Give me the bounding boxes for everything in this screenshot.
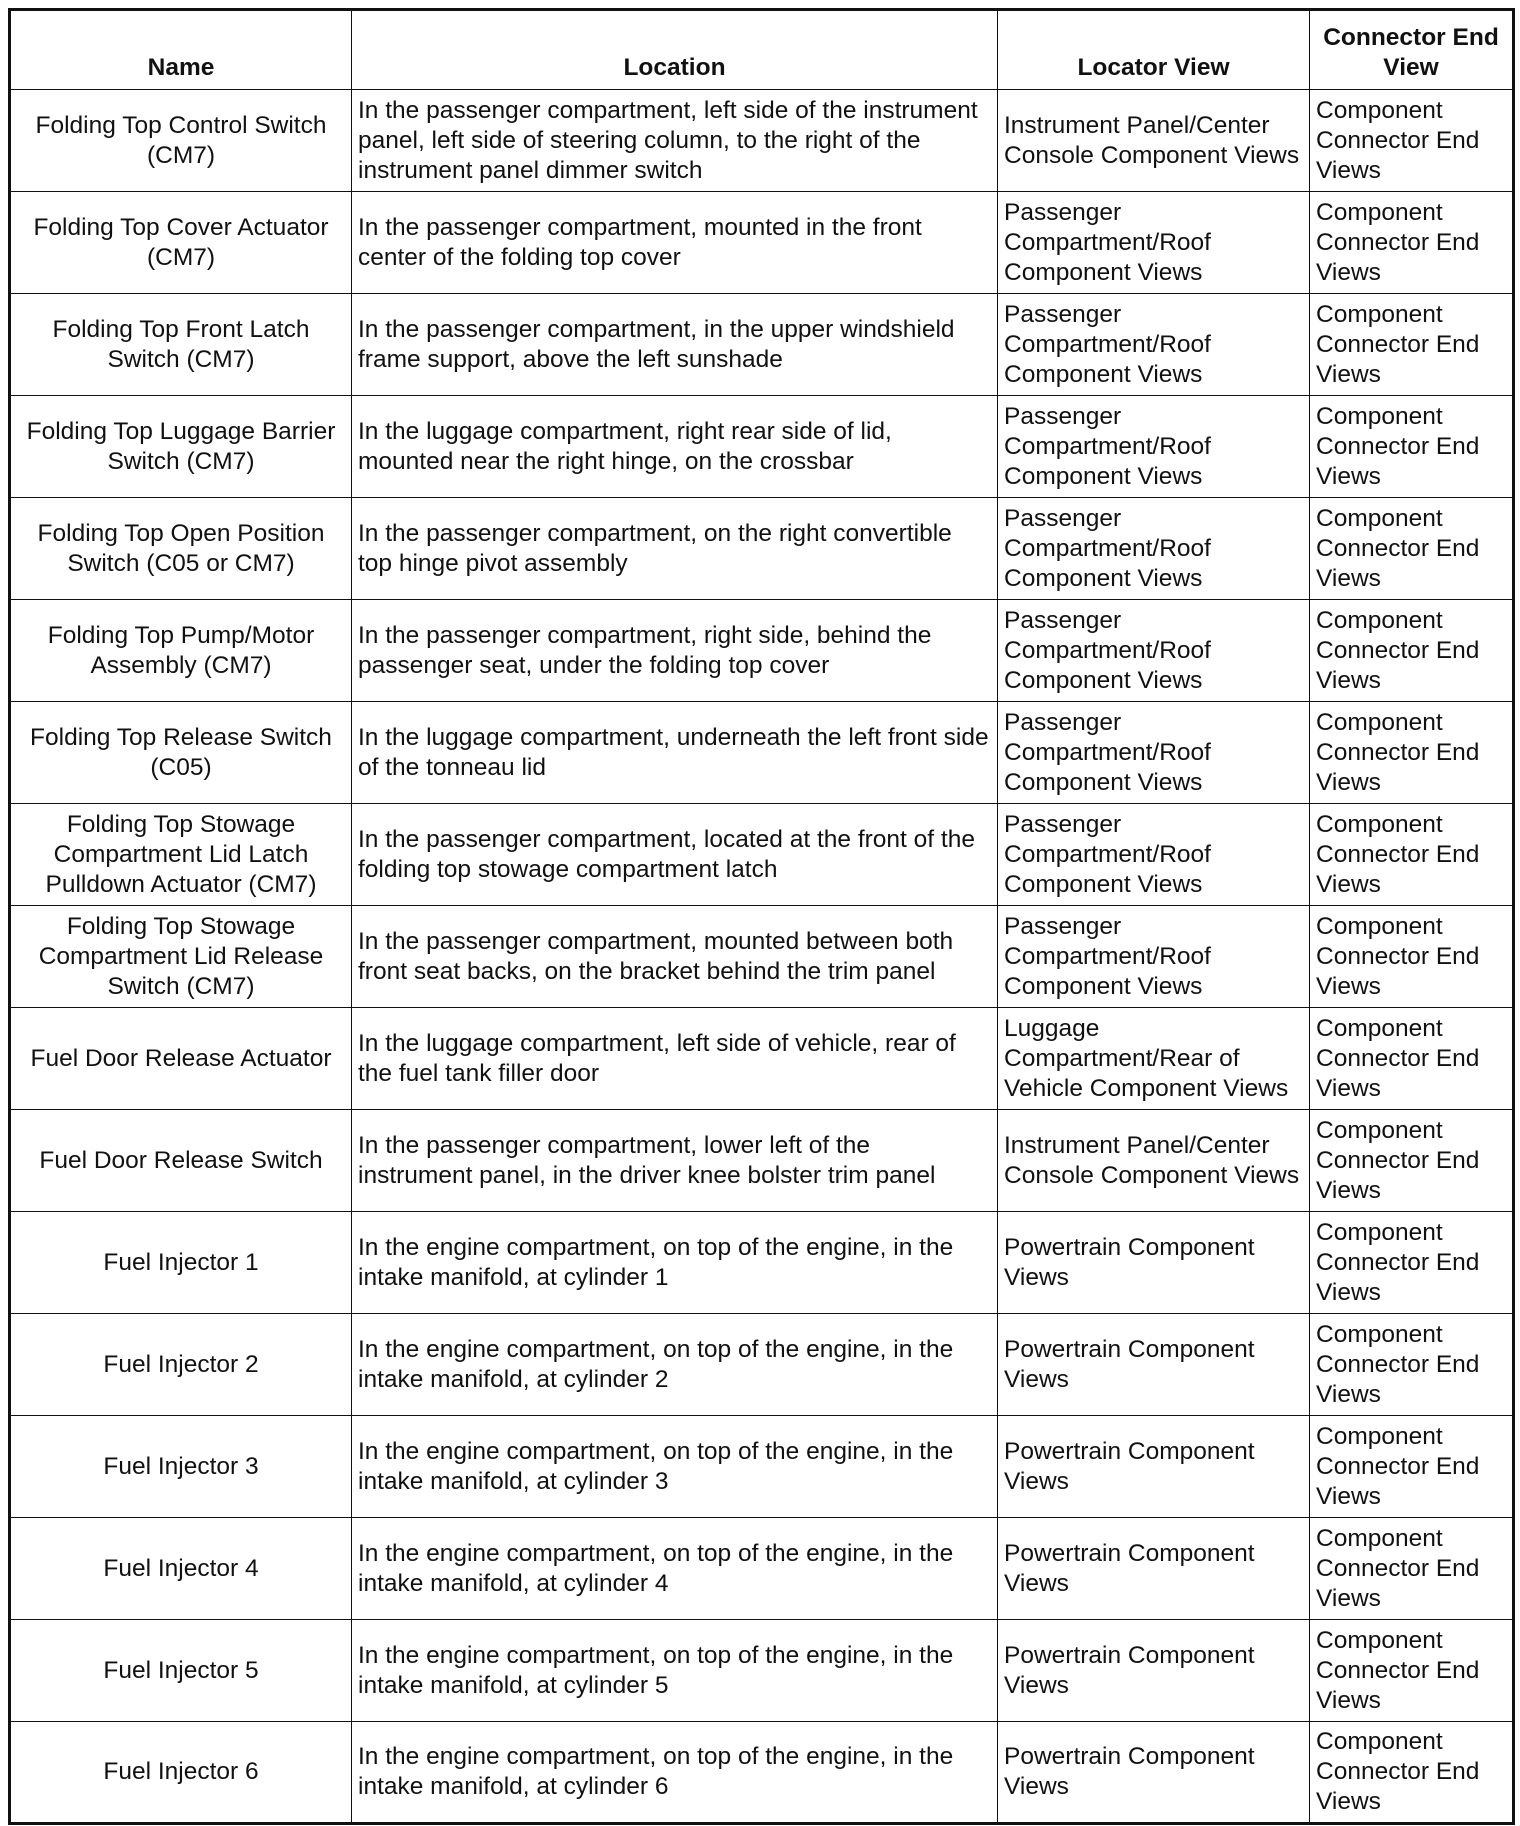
header-name: Name [10,10,352,90]
component-name: Folding Top Open Position Switch (C05 or CM7) [10,498,352,600]
component-location: In the passenger compartment, on the right convertible top hinge pivot assembly [352,498,998,600]
table-row [10,804,1514,906]
locator-view: Passenger Compartment/Roof Component Views [998,294,1310,396]
component-name: Folding Top Stowage Compartment Lid Latch Pulldown Actuator (CM7) [10,804,352,906]
locator-view: Powertrain Component Views [998,1722,1310,1824]
component-name: Folding Top Front Latch Switch (CM7) [10,294,352,396]
locator-view: Powertrain Component Views [998,1416,1310,1518]
component-name: Folding Top Release Switch (C05) [10,702,352,804]
table-row [10,396,1514,498]
connector-end-view: Component Connector End Views [1310,1008,1514,1110]
component-location: In the luggage compartment, underneath the left front side of the tonneau lid [352,702,998,804]
connector-end-view: Component Connector End Views [1310,702,1514,804]
table-header-row [10,10,1514,90]
table-row [10,906,1514,1008]
component-location: In the passenger compartment, mounted in the front center of the folding top cover [352,192,998,294]
table-row [10,498,1514,600]
connector-end-view: Component Connector End Views [1310,396,1514,498]
component-name: Folding Top Luggage Barrier Switch (CM7) [10,396,352,498]
component-location: In the passenger compartment, in the upper windshield frame support, above the left sunshade [352,294,998,396]
locator-view: Powertrain Component Views [998,1518,1310,1620]
table-row [10,1416,1514,1518]
locator-view: Powertrain Component Views [998,1620,1310,1722]
connector-end-view: Component Connector End Views [1310,192,1514,294]
component-name: Folding Top Control Switch (CM7) [10,90,352,192]
table-row [10,600,1514,702]
connector-end-view: Component Connector End Views [1310,90,1514,192]
component-location: In the engine compartment, on top of the engine, in the intake manifold, at cylinder 6 [352,1722,998,1824]
component-name: Folding Top Stowage Compartment Lid Release Switch (CM7) [10,906,352,1008]
connector-end-view: Component Connector End Views [1310,1212,1514,1314]
connector-end-view: Component Connector End Views [1310,804,1514,906]
component-name: Fuel Injector 2 [10,1314,352,1416]
table-row [10,1110,1514,1212]
component-name: Fuel Injector 5 [10,1620,352,1722]
locator-view: Passenger Compartment/Roof Component Views [998,600,1310,702]
connector-end-view: Component Connector End Views [1310,1416,1514,1518]
table-row [10,192,1514,294]
table-row [10,1314,1514,1416]
connector-end-view: Component Connector End Views [1310,906,1514,1008]
connector-end-view: Component Connector End Views [1310,1110,1514,1212]
table-row [10,1008,1514,1110]
table-row [10,294,1514,396]
locator-view: Passenger Compartment/Roof Component Views [998,906,1310,1008]
locator-view: Passenger Compartment/Roof Component Views [998,396,1310,498]
table-row [10,90,1514,192]
component-name: Fuel Injector 1 [10,1212,352,1314]
component-name: Folding Top Cover Actuator (CM7) [10,192,352,294]
locator-view: Powertrain Component Views [998,1314,1310,1416]
component-location: In the engine compartment, on top of the engine, in the intake manifold, at cylinder 3 [352,1416,998,1518]
component-name: Fuel Injector 4 [10,1518,352,1620]
locator-view: Instrument Panel/Center Console Component Views [998,90,1310,192]
component-name: Fuel Door Release Switch [10,1110,352,1212]
locator-view: Instrument Panel/Center Console Component Views [998,1110,1310,1212]
locator-view: Passenger Compartment/Roof Component Views [998,702,1310,804]
table-body [10,90,1514,1824]
connector-end-view: Component Connector End Views [1310,498,1514,600]
component-location: In the engine compartment, on top of the engine, in the intake manifold, at cylinder 4 [352,1518,998,1620]
table-row [10,1620,1514,1722]
locator-view: Powertrain Component Views [998,1212,1310,1314]
table-row [10,1518,1514,1620]
connector-end-view: Component Connector End Views [1310,1314,1514,1416]
component-location: In the passenger compartment, mounted between both front seat backs, on the bracket behind the trim panel [352,906,998,1008]
connector-end-view: Component Connector End Views [1310,600,1514,702]
connector-end-view: Component Connector End Views [1310,1518,1514,1620]
header-location: Location [352,10,998,90]
component-name: Folding Top Pump/Motor Assembly (CM7) [10,600,352,702]
component-location: In the passenger compartment, lower left of the instrument panel, in the driver knee bolster trim panel [352,1110,998,1212]
component-name: Fuel Injector 6 [10,1722,352,1824]
component-location: In the engine compartment, on top of the engine, in the intake manifold, at cylinder 2 [352,1314,998,1416]
component-location: In the luggage compartment, right rear side of lid, mounted near the right hinge, on the crossbar [352,396,998,498]
locator-view: Passenger Compartment/Roof Component Views [998,192,1310,294]
component-location: In the luggage compartment, left side of vehicle, rear of the fuel tank filler door [352,1008,998,1110]
component-locator-table [8,8,1515,1825]
locator-view: Passenger Compartment/Roof Component Views [998,804,1310,906]
table-row [10,702,1514,804]
table-row [10,1212,1514,1314]
connector-end-view: Component Connector End Views [1310,294,1514,396]
component-name: Fuel Injector 3 [10,1416,352,1518]
component-location: In the passenger compartment, left side of the instrument panel, left side of steering column, to the right of the instrument panel dimmer switch [352,90,998,192]
document-page [8,8,1512,1818]
component-location: In the engine compartment, on top of the engine, in the intake manifold, at cylinder 1 [352,1212,998,1314]
locator-view: Luggage Compartment/Rear of Vehicle Component Views [998,1008,1310,1110]
connector-end-view: Component Connector End Views [1310,1722,1514,1824]
connector-end-view: Component Connector End Views [1310,1620,1514,1722]
header-locator-view: Locator View [998,10,1310,90]
component-location: In the engine compartment, on top of the engine, in the intake manifold, at cylinder 5 [352,1620,998,1722]
header-connector-end-view: Connector End View [1310,10,1514,90]
component-location: In the passenger compartment, right side, behind the passenger seat, under the folding top cover [352,600,998,702]
locator-view: Passenger Compartment/Roof Component Views [998,498,1310,600]
table-row [10,1722,1514,1824]
component-location: In the passenger compartment, located at the front of the folding top stowage compartment latch [352,804,998,906]
component-name: Fuel Door Release Actuator [10,1008,352,1110]
